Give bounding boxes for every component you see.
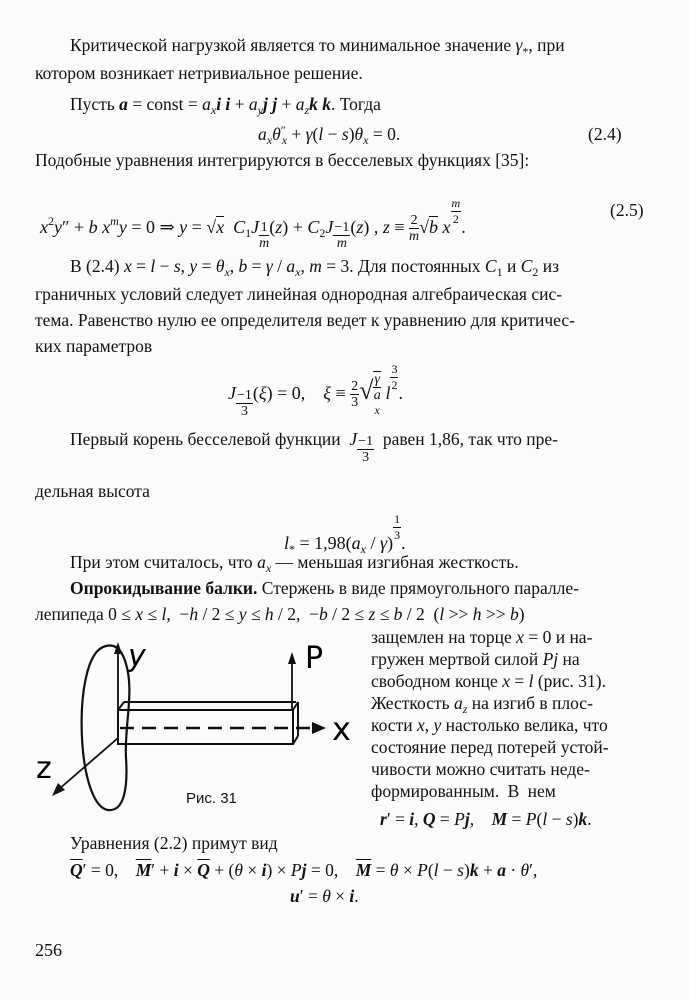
figure-label-p: P xyxy=(305,641,324,676)
side-text-line3: свободном конце x = l (рис. 31). xyxy=(371,671,607,691)
section-heading: Опрокидывание балки. xyxy=(70,578,258,598)
figure-31-caption: Рис. 31 xyxy=(186,790,237,807)
equation-critical-height: $l_* = 1,98(a_x / \gamma)$ $\frac{1}{3}$ . xyxy=(284,512,406,556)
paragraph-boundary-line3: тема. Равенство нулю ее определителя ведет к уравнению для критичес- xyxy=(35,310,575,330)
paragraph-equations-become: Уравнения (2.2) примут вид xyxy=(70,833,278,853)
side-text-line6: состояние перед потерей устой- xyxy=(371,737,609,757)
figure-label-x: x xyxy=(332,710,351,748)
section-beam-overturning-line1: Опрокидывание балки. Стержень в виде прямоугольного паралле- xyxy=(70,578,579,598)
paragraph-critical-load-line2: котором возникает нетривиальное решение. xyxy=(35,63,363,83)
paragraph-bessel: Подобные уравнения интегрируются в бесселевых функциях [35]: xyxy=(35,150,530,170)
side-text-line8: формированным. В нем xyxy=(371,781,556,801)
paragraph-boundary-line4: ких параметров xyxy=(35,336,153,356)
side-text-line1: защемлен на торце x = 0 и на- xyxy=(371,627,593,647)
x-axis-arrowhead xyxy=(312,722,326,734)
equation-number-2-4: (2.4) xyxy=(588,124,622,144)
paragraph-boundary-line1: В (2.4) x = l − s, $y = \theta_x$, $b = \gamma / a_x$, m = 3. Для постоянных $C_1$ и $C_2$ из xyxy=(70,256,560,279)
equation-final-line1: $\overline{Q}' = 0$, $\overline{M}' + i \times \overline{Q} + (\theta \times i) \times Pj = 0$, $\overline{M} = \theta \times P(l - s)k + a \cdot \theta'$, xyxy=(70,860,538,880)
page-number: 256 xyxy=(35,940,62,960)
side-text-line7: чивости можно считать неде- xyxy=(371,759,590,779)
paragraph-first-root-line1: Первый корень бесселевой функции J $\frac{-1}{3}$ равен 1,86, так что пре- xyxy=(70,429,558,465)
side-text-line9: r′ = i, Q = Pj, M = P(l − s)k. xyxy=(380,809,592,829)
equation-2-4: $a_x\theta''_x + \gamma(l - s)\theta_x = 0$. xyxy=(258,123,401,147)
force-p-arrowhead xyxy=(288,652,296,664)
paragraph-assumption: При этом считалось, что $a_x$ — меньшая изгибная жесткость. xyxy=(70,552,519,575)
side-text-line4: Жесткость $a_z$ на изгиб в плос- xyxy=(371,693,593,716)
equation-critical-parameter: J $\frac{-1}{3}$ (ξ) = 0, ξ ≡ $\frac{2}{3}$ √ γ a x l $\frac{3}{2}$ . xyxy=(228,362,403,419)
equation-2-5: $x^2y'' + b$ $x^my = 0$ ⇒ y = √x $C_1J$ $\frac{1}{m}$ $(z) + C_2J$ $\frac{-1}{m}$ (z) , z ≡ $\frac{2}{m}$ √b x $\frac{m}{2}$ . xyxy=(40,196,466,251)
side-text-line2: гружен мертвой силой Pj на xyxy=(371,649,580,669)
paragraph-assume: Пусть a = const = $a_xi$ $i + a_yj$ $j + a_zk$ k. Тогда xyxy=(70,94,381,117)
paragraph-first-root-line2: дельная высота xyxy=(35,481,150,501)
equation-final-line2: u′ = θ × i. xyxy=(290,886,359,906)
equation-number-2-5: (2.5) xyxy=(610,200,644,220)
paragraph-critical-load-line1: Критической нагрузкой является то минимальное значение $\gamma_*$, при xyxy=(70,35,565,59)
side-text-line5: кости x, y настолько велика, что xyxy=(371,715,608,735)
figure-label-z: z xyxy=(36,751,52,786)
figure-label-y: y xyxy=(128,639,146,674)
paragraph-boundary-line2: граничных условий следует линейная однородная алгебраическая сис- xyxy=(35,284,563,304)
section-beam-overturning-line2: лепипеда 0 ≤ x ≤ l, −h / 2 ≤ y ≤ h / 2, −b / 2 ≤ z ≤ b / 2 (l >> h >> b) xyxy=(35,604,525,624)
